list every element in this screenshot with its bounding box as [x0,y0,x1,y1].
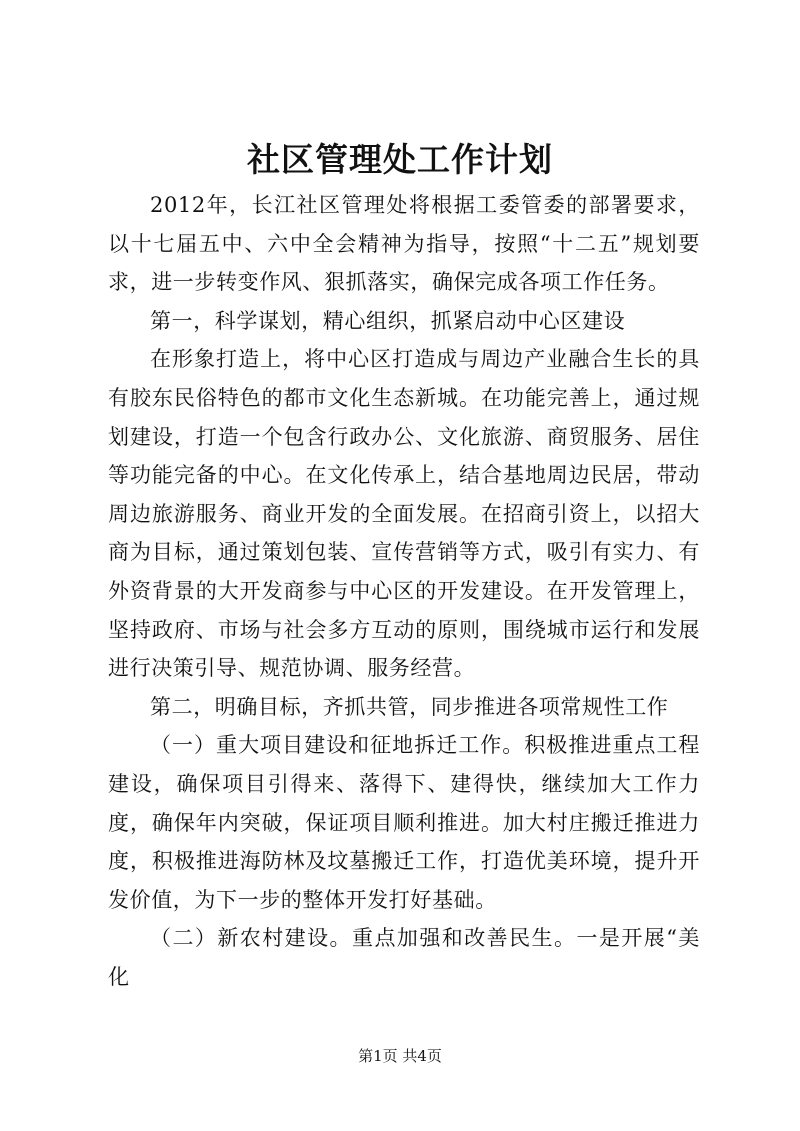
paragraph-intro: 2012年，长江社区管理处将根据工委管委的部署要求，以十七届五中、六中全会精神为指导，按照“十二五”规划要求，进一步转变作风、狠抓落实，确保完成各项工作任务。 [108,193,700,295]
section-heading-2: 第二，明确目标，齐抓共管，同步推进各项常规性工作 [150,694,669,719]
section-heading-1: 第一，科学谋划，精心组织，抓紧启动中心区建设 [150,308,626,333]
paragraph-item-1: （一）重大项目建设和征地拆迁工作。积极推进重点工程建设，确保项目引得来、落得下、建得快，继续加大工作力度，确保年内突破，保证项目顺利推进。加大村庄搬迁推进力度，积极推进海防林及坟墓搬迁工作，打造优美环境，提升开发价值，为下一步的整体开发打好基础。 [108,733,700,912]
paragraph-item-2: （二）新农村建设。重点加强和改善民生。一是开展“美化 [108,926,700,989]
document-body [108,186,700,996]
paragraph-section-1: 在形象打造上，将中心区打造成与周边产业融合生长的具有胶东民俗特色的都市文化生态新城。在功能完善上，通过规划建设，打造一个包含行政办公、文化旅游、商贸服务、居住等功能完备的中心。在文化传承上，结合基地周边民居，带动周边旅游服务、商业开发的全面发展。在招商引资上，以招大商为目标，通过策划包装、宣传营销等方式，吸引有实力、有外资背景的大开发商参与中心区的开发建设。在开发管理上，坚持政府、市场与社会多方互动的原则，围绕城市运行和发展进行决策引导、规范协调、服务经营。 [108,347,700,681]
page-footer: 第1页 共4页 [358,1047,442,1065]
document-title: 社区管理处工作计划 [247,140,553,179]
